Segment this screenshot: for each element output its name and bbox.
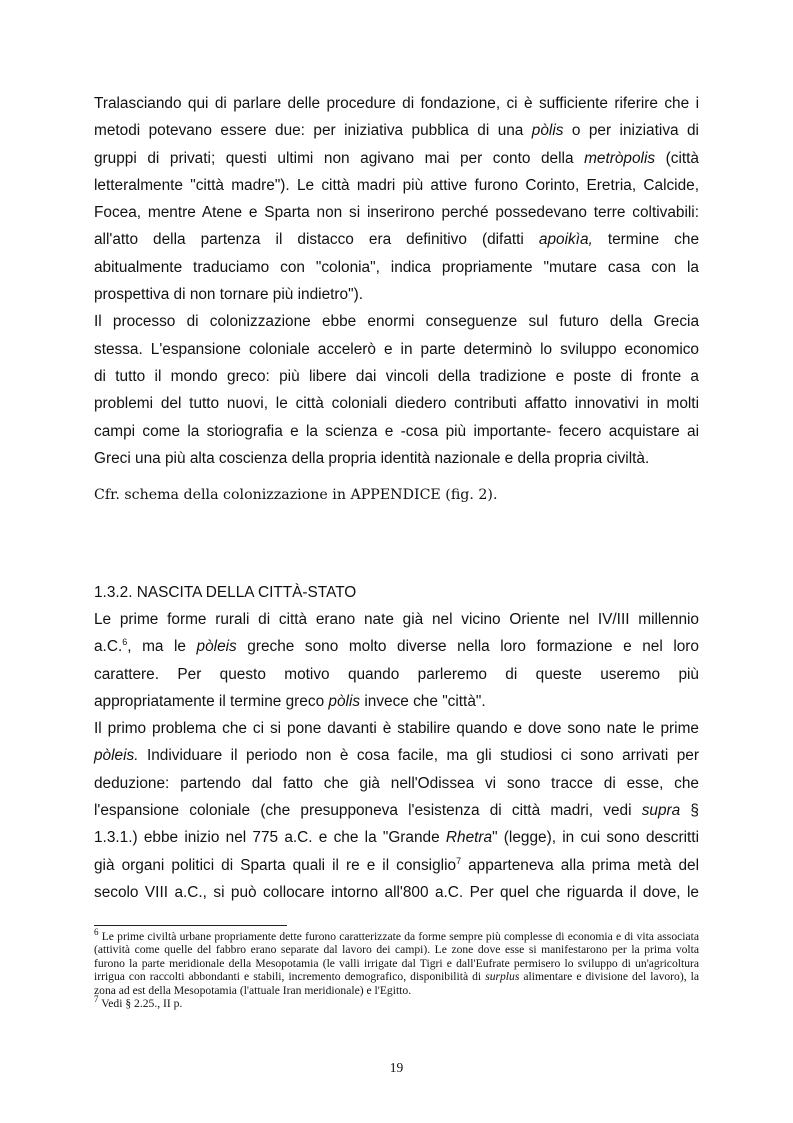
paragraph-city-origins [94,606,699,715]
footnote-6: $^6$ Le prime civiltà urbane propriamente dette furono caratterizzate da forme sempre più complesse di economia e di vita associata (attività come quelle del fabbro erano separate dal lavoro dei campi). Le zone dove esse si manifestarono per la prima volta furono la parte meridionale della Mesopotamia (le valli irrigate dal Tigri e dall'Eufrate permisero lo sviluppo di un'agricoltura irrigua con raccolti abbondanti e stabili, incremento demografico, disponibilità di surplus alimentare e divisione del lavoro), la zona ad est della Mesopotamia (l'attuale Iran meridionale) e l'Egitto. [94,927,699,997]
cfr-text: Cfr. schema della colonizzazione in APPENDICE (fig. 2). [94,487,498,503]
text-line: gruppi di privati; questi ultimi non agivano mai per conto della metròpolis (città [94,149,699,167]
footnotes [94,927,699,1011]
text-line: stessa. L'espansione coloniale accelerò e in parte determinò lo sviluppo economico [94,340,699,358]
text-line: Greci una più alta coscienza della propria identità nazionale e della propria civiltà. [94,449,650,467]
footnote-separator [94,925,287,926]
paragraph-colonization-consequences [94,308,699,472]
paragraph-first-problem [94,715,699,906]
text-line: a.C.$^6$, ma le pòleis greche sono molto diverse nella loro formazione e nel loro [94,637,699,656]
footnote-7: $^7$ Vedi § 2.25., II p. [94,994,183,1011]
section-title: 1.3.2. NASCITA DELLA CITTÀ-STATO [94,584,357,601]
text-line: l'espansione coloniale (che presupponeva l'esistenza di città madri, vedi supra § [94,802,699,820]
text-line: Le prime forme rurali di città erano nate già nel vicino Oriente nel IV/III millennio [94,611,699,628]
text-line: problemi del tutto nuovi, le città coloniali diedero contributi affatto innovativi in molti [94,395,699,413]
text-line: Il primo problema che ci si pone davanti è stabilire quando e dove sono nate le prime [94,720,699,738]
paragraph-colonization-methods [94,90,699,308]
text-line: di tutto il mondo greco: più libere dai vincoli della tradizione e poste di fronte a [94,367,699,385]
text-line: carattere. Per questo motivo quando parleremo di queste useremo più [94,665,699,683]
text-line: prospettiva di non tornare più indietro"). [94,286,363,304]
text-line: Focea, mentre Atene e Sparta non si inserirono perché possedevano terre coltivabili: [94,204,699,222]
text-line: letteralmente "città madre"). Le città madri più attive furono Corinto, Eretria, Calcide, [94,176,699,194]
text-line: secolo VIII a.C., si può collocare intorno all'800 a.C. Per quel che riguarda il dove, le [94,883,699,901]
text-line: pòleis. Individuare il periodo non è cosa facile, ma gli studiosi ci sono arrivati per [94,747,699,765]
text-line: Tralasciando qui di parlare delle procedure di fondazione, ci è sufficiente riferire che i [94,95,699,112]
page-number: 19 [389,1060,404,1075]
text-line: 1.3.1.) ebbe inizio nel 775 a.C. e che la "Grande Rhetra" (legge), in cui sono descritti [94,829,699,847]
section-heading [94,584,699,602]
text-line: già organi politici di Sparta quali il re e il consiglio$^7$ apparteneva alla prima metà del [94,855,700,874]
text-line: Il processo di colonizzazione ebbe enormi conseguenze sul futuro della Grecia [94,313,699,331]
text-line: appropriatamente il termine greco pòlis invece che "città". [94,692,486,710]
cfr-note [94,484,699,506]
text-line: all'atto della partenza il distacco era definitivo (difatti apoikìa, termine che [94,231,699,249]
text-line: deduzione: partendo dal fatto che già nell'Odissea vi sono tracce di esse, che [94,774,699,792]
text-line: campi come la storiografia e la scienza e -cosa più importante- fecero acquistare ai [94,422,699,440]
text-line: abitualmente traduciamo con "colonia", indica propriamente "mutare casa con la [94,258,699,276]
text-line: metodi potevano essere due: per iniziativa pubblica di una pòlis o per iniziativa di [94,122,699,140]
section-132-body [94,606,699,906]
top-section [94,90,699,472]
